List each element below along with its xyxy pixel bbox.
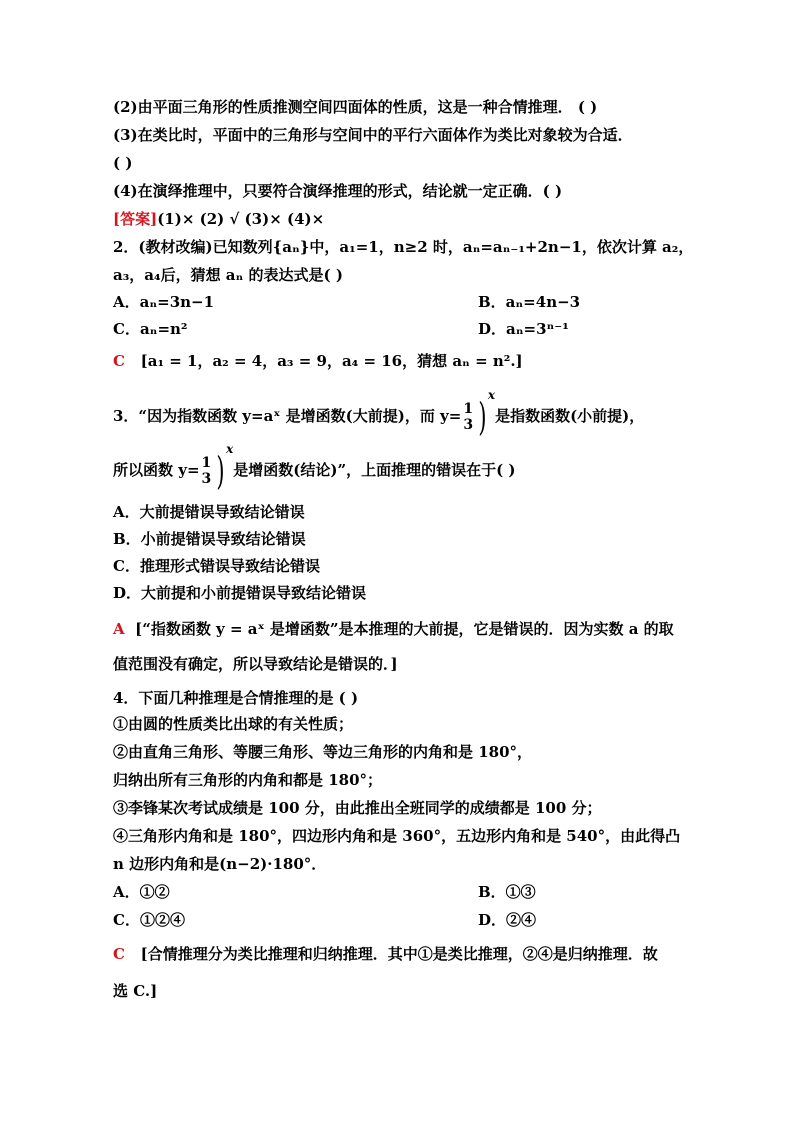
q2-stem-line1: 2．(教材改编)已知数列{aₙ}中，a₁=1，n≥2 时，aₙ=aₙ₋₁+2n−1，依次计算 a₂， [113, 238, 694, 256]
q3-fraction-2 [202, 455, 212, 487]
q3-answer-line2: 值范围没有确定，所以导致结论是错误的．] [113, 655, 398, 673]
q2-option-a: A．aₙ=3n−1 [113, 293, 215, 311]
q4-statement-4: ④三角形内角和是 180°，四边形内角和是 360°，五边形内角和是 540°，由此得凸 [113, 827, 681, 845]
q3-option-b: B．小前提错误导致结论错误 [113, 530, 306, 548]
q3-line2-part2: 是增函数(结论)”，上面推理的错误在于( ) [233, 461, 516, 479]
q4-statement-1: ①由圆的性质类比出球的有关性质； [113, 715, 354, 733]
q4-answer-line1 [113, 943, 658, 965]
q3-option-a: A．大前提错误导致结论错误 [113, 503, 305, 521]
q2-option-b: B．aₙ=4n−3 [478, 293, 581, 311]
q2-stem-line2: a₃，a₄后，猜想 aₙ 的表达式是( ) [113, 266, 343, 284]
q4-options-row1 [113, 881, 536, 903]
q1-item2: (2)由平面三角形的性质推测空间四面体的性质，这是一种合情推理． ( ) [113, 98, 598, 116]
q1-item3: (3)在类比时，平面中的三角形与空间中的平行六面体作为类比对象较为合适． [113, 126, 633, 144]
q2-options-row1 [113, 291, 581, 313]
q4-option-c: C．①②④ [113, 911, 185, 929]
q3-option-c: C．推理形式错误导致结论错误 [113, 557, 320, 575]
q4-statement-4b: n 边形内角和是(n−2)·180°． [113, 855, 327, 873]
q2-answer [113, 350, 523, 372]
q3-fraction [463, 401, 473, 433]
q3-answer-line1 [113, 618, 674, 640]
frac-paren: ) [478, 395, 487, 439]
frac-exponent-2: x [226, 442, 234, 456]
q3-stem-part1: 3．“因为指数函数 y=aˣ 是增函数(大前提)，而 y= [113, 407, 462, 425]
q3-stem-line1 [113, 388, 645, 439]
q3-line2-part1: 所以函数 y= [113, 461, 200, 479]
q2-option-d: D．aₙ=3ⁿ⁻¹ [478, 320, 569, 338]
q4-stem: 4．下面几种推理是合情推理的是 ( ) [113, 689, 359, 707]
q3-answer-letter: A [113, 620, 125, 638]
frac-denominator-2: 3 [201, 471, 212, 487]
q4-option-d: D．②④ [478, 911, 537, 929]
answer-text: (1)× (2) √ (3)× (4)× [157, 210, 325, 228]
q2-answer-text: [a₁ = 1，a₂ = 4，a₃ = 9，a₄ = 16，猜想 aₙ = n².] [140, 352, 523, 370]
q2-options-row2 [113, 318, 569, 340]
frac-paren-2: ) [216, 449, 225, 493]
q4-statement-2: ②由直角三角形、等腰三角形、等边三角形的内角和是 180°， [113, 743, 533, 761]
q2-option-c: C．aₙ=n² [113, 320, 188, 338]
q3-answer-text: [“指数函数 y = aˣ 是增函数”是本推理的大前提，它是错误的．因为实数 a 的取 [135, 620, 674, 638]
q4-option-a: A．①② [113, 883, 170, 901]
q1-item3-paren: ( ) [113, 154, 133, 172]
q3-stem-line2 [113, 442, 516, 493]
q4-option-b: B．①③ [478, 883, 536, 901]
frac-numerator: 1 [463, 401, 474, 417]
q2-answer-letter: C [113, 352, 125, 370]
q4-answer-letter: C [113, 945, 125, 963]
q4-statement-3: ③李锋某次考试成绩是 100 分，由此推出全班同学的成绩都是 100 分； [113, 799, 602, 817]
q4-options-row2 [113, 909, 537, 931]
frac-denominator: 3 [463, 417, 474, 433]
q1-answer [113, 208, 324, 230]
q4-answer-text: [合情推理分为类比推理和归纳推理．其中①是类比推理，②④是归纳推理．故 [140, 945, 658, 963]
q3-stem-part2: 是指数函数(小前提)， [495, 407, 645, 425]
q3-option-d: D．大前提和小前提错误导致结论错误 [113, 584, 367, 602]
q4-answer-line2: 选 C.] [113, 982, 158, 1000]
frac-numerator-2: 1 [201, 455, 212, 471]
answer-label: [答案] [113, 210, 158, 228]
frac-exponent: x [487, 388, 496, 402]
q1-item4: (4)在演绎推理中，只要符合演绎推理的形式，结论就一定正确．( ) [113, 182, 563, 200]
q4-statement-2b: 归纳出所有三角形的内角和都是 180°； [113, 771, 383, 789]
